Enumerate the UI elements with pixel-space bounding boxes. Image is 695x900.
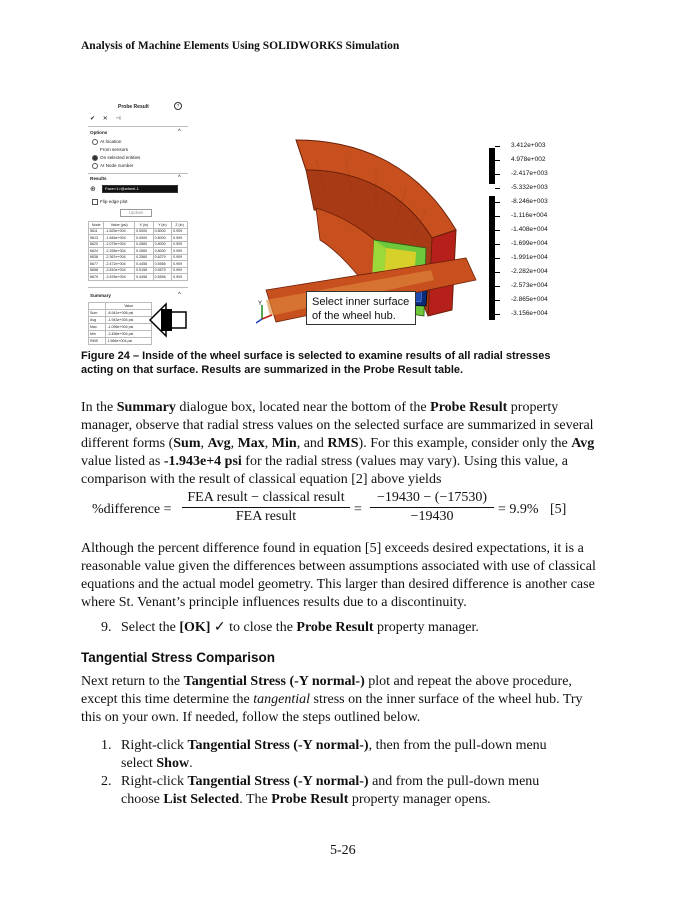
callout-box: Select inner surface of the wheel hub. bbox=[306, 291, 416, 325]
legend-label: -2.282e+004 bbox=[511, 268, 548, 275]
table-cell: -1.845e+004 bbox=[104, 235, 135, 242]
running-header: Analysis of Machine Elements Using SOLIDWORKS Simulation bbox=[81, 40, 400, 52]
legend-label: -1.699e+004 bbox=[511, 240, 548, 247]
divider bbox=[88, 173, 188, 174]
table-cell: 0.909 bbox=[172, 274, 188, 281]
table-cell: -2.472e+004 bbox=[104, 261, 135, 268]
opt-on-selected-label: On selected entities bbox=[100, 155, 141, 160]
table-cell: 0.909 bbox=[172, 241, 188, 248]
discussion-paragraph: Although the percent difference found in equation [5] exceeds desired expectations, it is a reasonable value given the differences between assumptions associated with use of classical equations and the actual model geometry. This larger than desired difference is another case where St. Venant’s principle influences results due to a discontinuity. bbox=[81, 541, 596, 610]
summary-label: RMS bbox=[89, 337, 106, 344]
table-cell: -1.825e+004 bbox=[104, 228, 135, 235]
table-cell: 0.4456 bbox=[135, 261, 154, 268]
options-section-label: Options bbox=[90, 130, 108, 135]
radio-on-selected[interactable] bbox=[92, 155, 98, 161]
table-cell: 0.8000 bbox=[153, 248, 172, 255]
table-cell: -2.876e+004 bbox=[104, 274, 135, 281]
summary-value: 1.966e+004 psi bbox=[106, 337, 152, 344]
summary-section-label: Summary bbox=[90, 293, 111, 298]
legend-tick bbox=[495, 230, 500, 231]
legend-label: -5.332e+003 bbox=[511, 184, 548, 191]
legend-tick bbox=[495, 174, 500, 175]
legend-tick bbox=[495, 258, 500, 259]
percent-difference-equation bbox=[90, 490, 600, 532]
table-cell: -2.367e+004 bbox=[104, 254, 135, 261]
table-cell: 6636 bbox=[89, 254, 104, 261]
summary-value: -2.456e+004 psi bbox=[106, 330, 152, 337]
eq-equals: = bbox=[354, 502, 362, 517]
table-cell: -2.075e+004 bbox=[104, 241, 135, 248]
selected-entities-field[interactable]: Face<1>@wheel-1 bbox=[102, 185, 178, 193]
figure-caption: Figure 24 – Inside of the wheel surface is selected to examine results of all radial stresses acting on that surface. Results are summarized in the Probe Result table. bbox=[81, 350, 551, 376]
legend-label: 4.978e+002 bbox=[511, 156, 546, 163]
eq-result: = 9.9% bbox=[498, 502, 539, 517]
table-cell: 0.5156 bbox=[135, 267, 154, 274]
table-header-cell[interactable]: X (in) bbox=[135, 222, 154, 229]
summary-value: -1.096e+004 psi bbox=[106, 323, 152, 330]
table-cell: 0.2660 bbox=[135, 241, 154, 248]
table-row[interactable] bbox=[89, 274, 188, 281]
radio-at-node[interactable] bbox=[92, 163, 98, 169]
legend-tick bbox=[495, 202, 500, 203]
summary-header: Value bbox=[106, 303, 152, 310]
legend-label: -2.573e+004 bbox=[511, 282, 548, 289]
table-cell: -2.255e+004 bbox=[104, 248, 135, 255]
legend-tick bbox=[495, 300, 500, 301]
table-header-cell[interactable]: Y (in) bbox=[153, 222, 172, 229]
table-cell: 6677 bbox=[89, 261, 104, 268]
radio-at-location[interactable] bbox=[92, 139, 98, 145]
panel-title: Probe Result bbox=[118, 104, 149, 110]
table-cell: 0.909 bbox=[172, 228, 188, 235]
legend-tick bbox=[495, 244, 500, 245]
results-section-label: Results bbox=[90, 176, 107, 181]
tangential-paragraph: Next return to the Tangential Stress (-Y normal-) plot and repeat the above procedure, except this time determine the tangential stress on the inner surface of the wheel hub. Try this on your own. If needed, follow the steps outlined below. bbox=[81, 674, 583, 725]
legend-tick bbox=[495, 188, 500, 189]
legend-label: -2.865e+004 bbox=[511, 296, 548, 303]
collapse-chevron-icon[interactable]: ^ bbox=[178, 292, 181, 298]
summary-row bbox=[89, 309, 152, 316]
legend-tick bbox=[495, 314, 500, 315]
table-cell: 0.8000 bbox=[153, 228, 172, 235]
summary-row bbox=[89, 330, 152, 337]
probe-results-table bbox=[88, 221, 188, 281]
face-selection-icon: ⊕ bbox=[90, 186, 96, 193]
legend-tick bbox=[495, 160, 500, 161]
opt-from-sensors-label: From sensors bbox=[100, 147, 129, 152]
legend-tick bbox=[495, 286, 500, 287]
table-cell: 5613 bbox=[89, 235, 104, 242]
divider bbox=[88, 126, 188, 127]
table-cell: 0.6279 bbox=[153, 254, 172, 261]
panel-toolbar-icons[interactable]: ✔ ✕ ⊣ bbox=[90, 116, 124, 122]
legend-bar-top bbox=[489, 148, 495, 184]
legend-label: -1.991e+004 bbox=[511, 254, 548, 261]
legend-tick bbox=[495, 272, 500, 273]
legend-label: -8.246e+003 bbox=[511, 198, 548, 205]
summary-row bbox=[89, 316, 152, 323]
table-cell: 0.909 bbox=[172, 254, 188, 261]
legend-tick bbox=[495, 216, 500, 217]
page-number: 5-26 bbox=[330, 843, 356, 858]
summary-row bbox=[89, 323, 152, 330]
table-cell: 6679 bbox=[89, 274, 104, 281]
eq-ref: [5] bbox=[550, 502, 567, 517]
pointer-arrow-icon bbox=[148, 300, 188, 340]
collapse-chevron-icon[interactable]: ^ bbox=[178, 175, 181, 181]
legend-label: 3.412e+003 bbox=[511, 142, 546, 149]
eq-fraction-2: −19430 − (−17530) −19430 bbox=[370, 490, 494, 525]
stress-legend bbox=[489, 140, 599, 320]
table-cell: 0.909 bbox=[172, 248, 188, 255]
summary-label: Sum bbox=[89, 309, 106, 316]
summary-label: Max bbox=[89, 323, 106, 330]
table-cell: 0.2660 bbox=[135, 248, 154, 255]
collapse-chevron-icon[interactable]: ^ bbox=[178, 129, 181, 135]
help-icon[interactable]: ? bbox=[174, 102, 182, 110]
legend-label: -1.116e+004 bbox=[511, 212, 548, 219]
update-button[interactable]: Update bbox=[120, 209, 152, 217]
table-header-cell[interactable]: Z (in) bbox=[172, 222, 188, 229]
table-cell: 0.8000 bbox=[153, 241, 172, 248]
table-cell: 0.5556 bbox=[153, 261, 172, 268]
table-cell: 0.8000 bbox=[153, 235, 172, 242]
summary-label: Avg bbox=[89, 316, 106, 323]
table-cell: 6620 bbox=[89, 241, 104, 248]
table-cell: 0.5579 bbox=[153, 267, 172, 274]
table-cell: 0.909 bbox=[172, 261, 188, 268]
summary-paragraph: In the Summary dialogue box, located near the bottom of the Probe Result property manager, observe that radial stress values on the selected surface are summarized in several different forms (Sum, Avg, Max, Min, and RMS). For this example, consider only the Avg value listed as -1.943e+4 psi for the radial stress (values may vary). Using this value, a comparison with the result of classical equation [2] above yields bbox=[81, 400, 595, 487]
legend-tick bbox=[495, 146, 500, 147]
table-header-cell[interactable]: Value (psi) bbox=[104, 222, 135, 229]
opt-at-node-label: At Node number bbox=[100, 163, 134, 168]
table-cell: 6658 bbox=[89, 267, 104, 274]
section-heading: Tangential Stress Comparison bbox=[81, 650, 276, 665]
legend-label: -1.408e+004 bbox=[511, 226, 548, 233]
table-cell: 0.909 bbox=[172, 267, 188, 274]
table-cell: 5611 bbox=[89, 228, 104, 235]
eq-fraction-1: FEA result − classical result FEA result bbox=[182, 490, 350, 525]
table-cell: 0.4456 bbox=[135, 274, 154, 281]
table-cell: 0.2560 bbox=[135, 254, 154, 261]
step-9: 9. Select the [OK] ✓ to close the Probe Result property manager. bbox=[101, 620, 479, 635]
table-cell: 6624 bbox=[89, 248, 104, 255]
summary-label: Min bbox=[89, 330, 106, 337]
list-item-2: 2. Right-click Tangential Stress (-Y normal-) and from the pull-down menu choose List Selected. The Probe Result property manager opens. bbox=[101, 774, 540, 807]
legend-label: -2.417e+003 bbox=[511, 170, 548, 177]
table-header-cell[interactable]: Node bbox=[89, 222, 104, 229]
flip-edge-checkbox[interactable] bbox=[92, 199, 98, 205]
legend-label: -3.156e+004 bbox=[511, 310, 548, 317]
opt-at-location-label: At location bbox=[100, 139, 122, 144]
table-cell: 0.909 bbox=[172, 235, 188, 242]
table-cell: 0.0000 bbox=[135, 228, 154, 235]
flip-edge-label: Flip edge plot bbox=[100, 199, 128, 204]
table-cell: -2.810e+004 bbox=[104, 267, 135, 274]
list-item-1: 1. Right-click Tangential Stress (-Y normal-), then from the pull-down menu select Show. bbox=[101, 738, 547, 771]
summary-row bbox=[89, 337, 152, 344]
summary-value: -1.943e+004 psi bbox=[106, 316, 152, 323]
summary-value: -8.941e+006 psi bbox=[106, 309, 152, 316]
summary-table bbox=[88, 302, 152, 345]
eq-lhs: %difference = bbox=[92, 502, 172, 517]
table-cell: 0.0000 bbox=[135, 235, 154, 242]
axis-label-y: Y bbox=[258, 301, 263, 307]
table-cell: 0.5556 bbox=[153, 274, 172, 281]
divider bbox=[88, 287, 188, 288]
